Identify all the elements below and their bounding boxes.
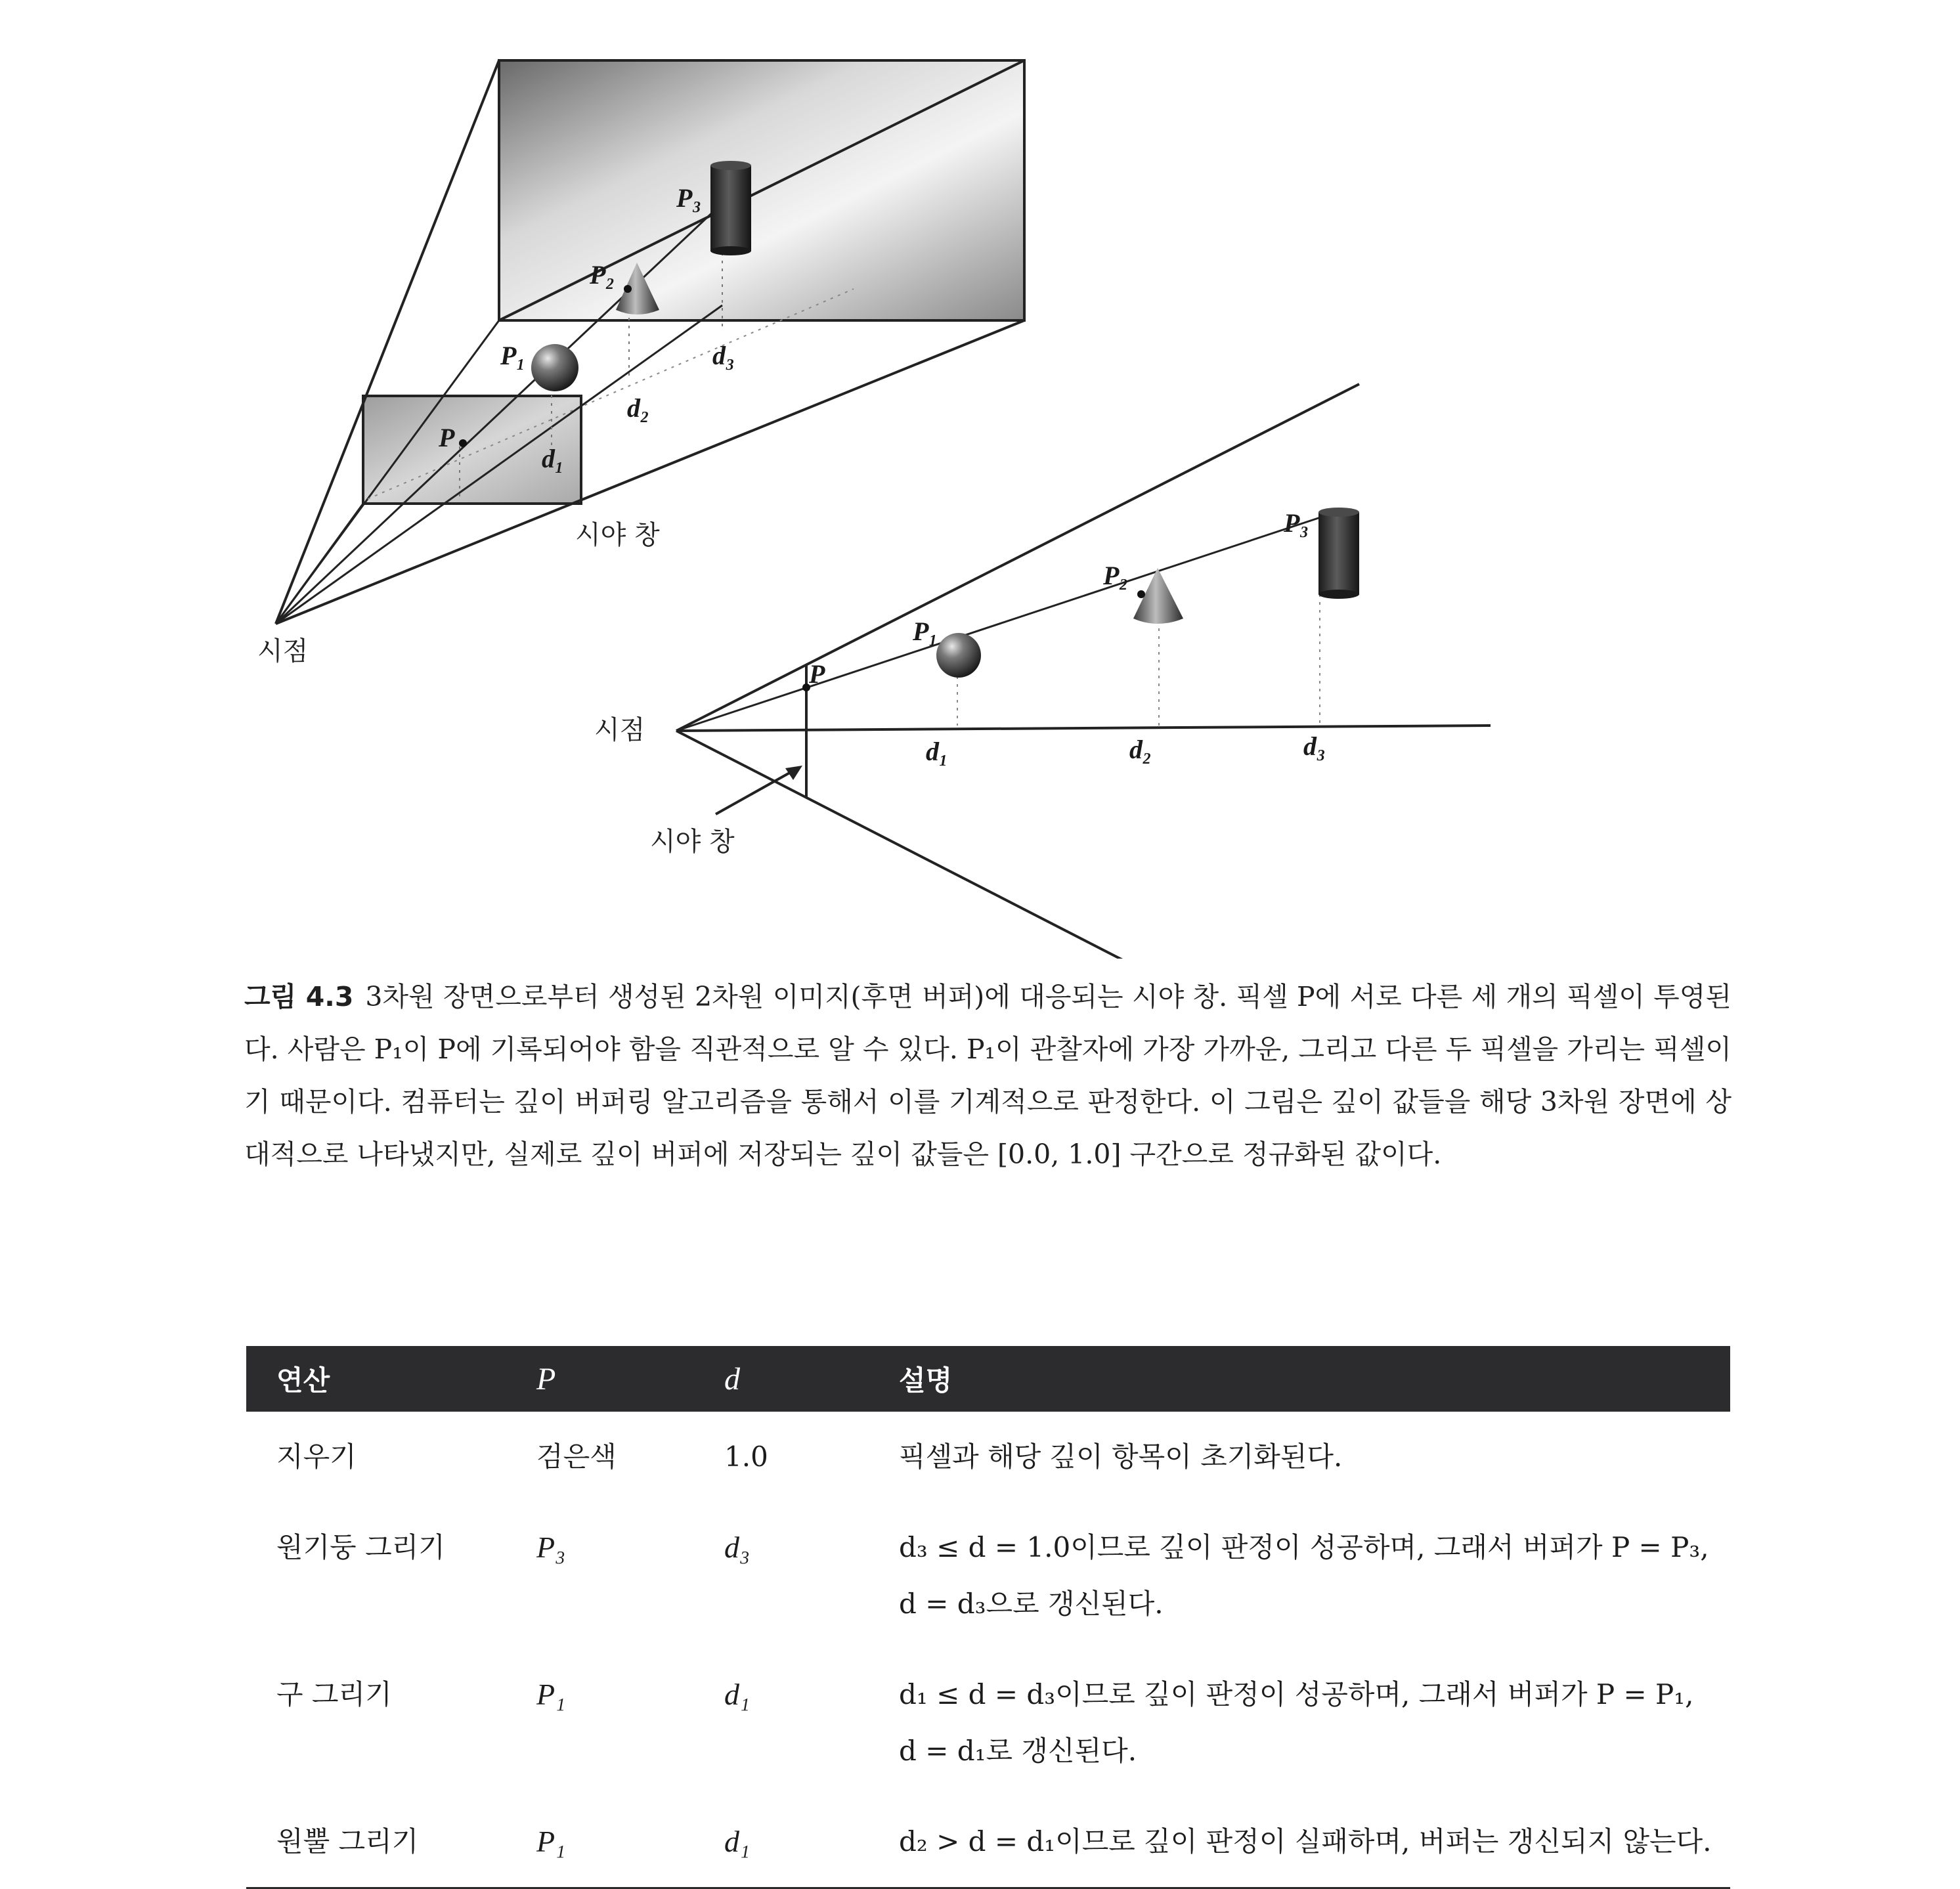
side-label-p3: P₃ bbox=[1284, 508, 1309, 538]
header-p: P bbox=[536, 1361, 556, 1397]
cell-description: d₂ > d = d₁이므로 깊이 판정이 실패하며, 버퍼는 갱신되지 않는다. bbox=[899, 1825, 1712, 1857]
cell-d: d₃ bbox=[724, 1531, 750, 1564]
side-view-diagram bbox=[594, 384, 1491, 959]
table-row bbox=[246, 1796, 1730, 1888]
persp-label-p3: P₃ bbox=[676, 183, 702, 213]
cell-p: 검은색 bbox=[536, 1441, 617, 1473]
side-view-ray bbox=[676, 515, 1326, 731]
persp-label-d1: d₁ bbox=[542, 444, 564, 473]
side-label-p1: P₁ bbox=[913, 617, 938, 646]
side-label-window: 시야 창 bbox=[650, 827, 735, 857]
cell-operation: 원기둥 그리기 bbox=[276, 1531, 445, 1563]
persp-label-p2: P₂ bbox=[590, 260, 615, 290]
header-d: d bbox=[724, 1361, 740, 1397]
side-view-lower-edge bbox=[676, 731, 1139, 959]
persp-label-p1: P₁ bbox=[500, 341, 526, 370]
side-label-d1: d₁ bbox=[926, 737, 948, 766]
header-description: 설명 bbox=[899, 1364, 953, 1397]
cell-d: 1.0 bbox=[724, 1441, 768, 1473]
cell-operation: 구 그리기 bbox=[276, 1678, 392, 1710]
cell-operation: 원뿔 그리기 bbox=[276, 1825, 419, 1857]
persp-label-eye: 시점 bbox=[257, 636, 309, 666]
side-label-p: P bbox=[809, 659, 825, 689]
caption-label: 그림 4.3 bbox=[244, 981, 354, 1012]
persp-label-d3: d₃ bbox=[712, 341, 735, 370]
cell-d: d₁ bbox=[724, 1825, 750, 1858]
ray-depth bbox=[276, 305, 722, 624]
window-arrow bbox=[716, 768, 798, 814]
cell-operation: 지우기 bbox=[276, 1441, 357, 1473]
cell-p: P₁ bbox=[536, 1825, 566, 1858]
perspective-diagram bbox=[257, 60, 1024, 666]
side-cylinder-p3 bbox=[1318, 508, 1359, 599]
side-view-axis bbox=[676, 726, 1491, 731]
cell-description: 픽셀과 해당 깊이 항목이 초기화된다. bbox=[899, 1441, 1343, 1473]
side-view-upper-edge bbox=[676, 384, 1359, 731]
side-label-eye: 시점 bbox=[594, 715, 645, 745]
table-row bbox=[246, 1649, 1730, 1796]
cell-d: d₁ bbox=[724, 1678, 750, 1711]
side-label-d3: d₃ bbox=[1303, 731, 1326, 761]
persp-label-window: 시야 창 bbox=[575, 520, 660, 550]
cylinder-p3 bbox=[710, 161, 751, 255]
header-operation: 연산 bbox=[276, 1364, 330, 1397]
depth-test-table bbox=[246, 1346, 1730, 1889]
pixel-p-dot bbox=[459, 439, 467, 447]
cell-p: P₃ bbox=[536, 1531, 566, 1564]
persp-label-d2: d₂ bbox=[627, 393, 649, 423]
caption-text: 3차원 장면으로부터 생성된 2차원 이미지(후면 버퍼)에 대응되는 시야 창. 픽셀 P에 서로 다른 세 개의 픽셀이 투영된다. 사람은 P₁이 P에 기록되어야 함을 직관적으로 알 수 있다. P₁이 관찰자에 가장 가까운, 그리고 다른 두 픽셀을 가리는 픽셀이기 때문이다. 컴퓨터는 깊이 버퍼링 알고리즘을 통해서 이를 기계적으로 판정한다. 이 그림은 깊이 값들을 해당 3차원 장면에 상대적으로 나타냈지만, 실제로 깊이 버퍼에 저장되는 깊이 값들은 [0.0, 1.0] 구간으로 정규화된 값이다. bbox=[244, 981, 1731, 1170]
table-header-row bbox=[246, 1346, 1730, 1412]
side-sphere-p1 bbox=[936, 633, 981, 678]
cell-description: d₁ ≤ d = d₃이므로 깊이 판정이 성공하며, 그래서 버퍼가 P = P₁, d = d₁로 갱신된다. bbox=[899, 1678, 1694, 1767]
cell-p: P₁ bbox=[536, 1678, 566, 1711]
persp-label-p: P bbox=[439, 423, 455, 452]
table-row bbox=[246, 1412, 1730, 1502]
sphere-p1 bbox=[531, 344, 578, 391]
side-label-d2: d₂ bbox=[1129, 735, 1152, 764]
side-label-p2: P₂ bbox=[1103, 561, 1129, 590]
table-row bbox=[246, 1502, 1730, 1649]
frustum-edge bbox=[276, 60, 499, 624]
figure-caption bbox=[244, 970, 1731, 1181]
cell-description: d₃ ≤ d = 1.0이므로 깊이 판정이 성공하며, 그래서 버퍼가 P = P₃, d = d₃으로 갱신된다. bbox=[899, 1531, 1709, 1620]
